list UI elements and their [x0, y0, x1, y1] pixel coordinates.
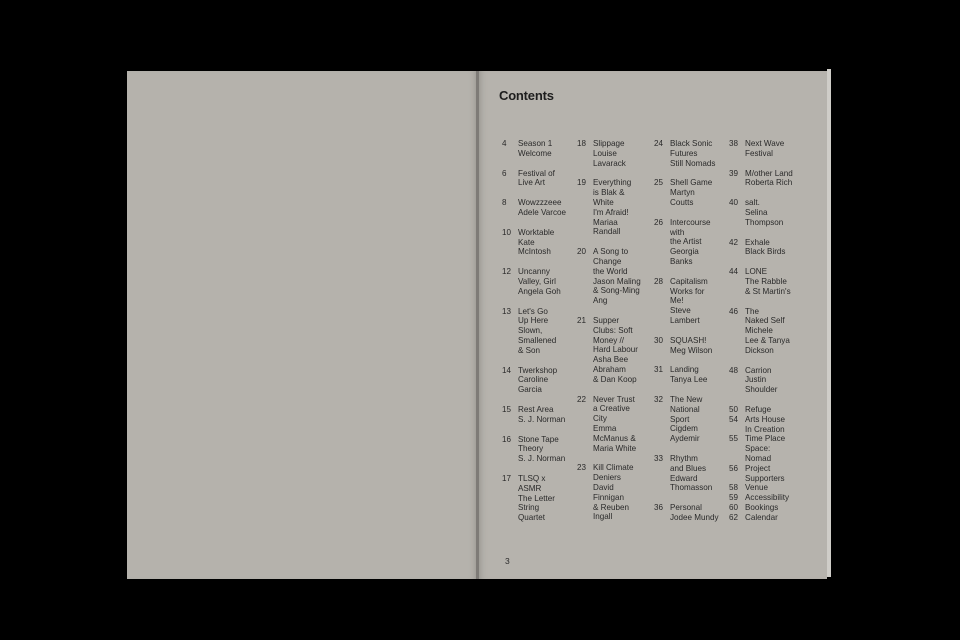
entry-title: Time Place Space: Nomad — [745, 434, 786, 463]
contents-entry — [502, 169, 578, 189]
entry-title: Carrion Justin Shoulder — [745, 365, 778, 395]
entry-title: Venue — [745, 483, 768, 493]
entry-page-number: 28 — [654, 276, 664, 286]
contents-column-4 — [729, 139, 805, 523]
contents-entry — [729, 366, 805, 395]
entry-page-number: 36 — [654, 503, 664, 513]
entry-page-number: 4 — [502, 139, 507, 148]
entry-title: The Naked Self Michele Lee & Tanya Dickson — [745, 306, 790, 355]
entry-page-number: 30 — [654, 335, 664, 345]
entry-page-number: 40 — [729, 198, 739, 208]
entry-page-number: 19 — [577, 178, 587, 188]
entry-page-number: 16 — [502, 434, 512, 444]
entry-title: Calendar — [745, 512, 778, 522]
entry-title: SQUASH! Meg Wilson — [670, 335, 713, 355]
entry-page-number: 25 — [654, 178, 664, 188]
entry-title: Let's Go Up Here Slown, Smallened & Son — [518, 306, 557, 355]
entry-title: Worktable Kate McIntosh — [518, 227, 555, 257]
entry-page-number: 6 — [502, 168, 507, 178]
entry-page-number: 24 — [654, 139, 664, 148]
entry-page-number: 15 — [502, 404, 512, 414]
contents-entry — [577, 316, 653, 385]
entry-page-number: 23 — [577, 463, 587, 473]
contents-entry — [502, 405, 578, 425]
contents-entry — [502, 474, 578, 523]
entry-title: Uncanny Valley, Girl Angela Goh — [518, 267, 561, 296]
contents-entry — [502, 366, 578, 395]
entry-title: Personal Jodee Mundy — [670, 503, 719, 522]
entry-page-number: 62 — [729, 512, 739, 522]
entry-title: LONE The Rabble & St Martin's — [745, 267, 791, 296]
contents-entry — [654, 178, 730, 207]
entry-title: Black Sonic Futures Still Nomads — [670, 139, 716, 168]
contents-column-1 — [502, 139, 578, 533]
entry-page-number: 26 — [654, 217, 664, 227]
entry-page-number: 10 — [502, 227, 512, 237]
entry-title: Twerkshop Caroline Garcia — [518, 365, 558, 395]
entry-page-number: 21 — [577, 315, 587, 325]
entry-title: M/other Land Roberta Rich — [745, 168, 793, 188]
entry-page-number: 54 — [729, 414, 739, 424]
contents-entry — [654, 218, 730, 267]
entry-title: A Song to Change the World Jason Maling & Song-Ming Ang — [593, 247, 641, 306]
entry-title: Wowzzzeee Adele Varcoe — [518, 198, 566, 217]
entry-title: Everything is Blak & White I'm Afraid! Mariaa Randall — [593, 178, 632, 237]
page-edge — [827, 69, 831, 577]
entry-title: Never Trust a Creative City Emma McManus & Maria White — [593, 394, 637, 453]
entry-page-number: 22 — [577, 394, 587, 404]
contents-entry — [577, 247, 653, 306]
contents-entry — [729, 139, 805, 159]
entry-page-number: 44 — [729, 267, 739, 277]
contents-entry — [577, 139, 653, 168]
contents-entry — [654, 139, 730, 168]
entry-page-number: 59 — [729, 493, 739, 503]
contents-entry — [577, 395, 653, 454]
entry-title: Season 1 Welcome — [518, 139, 553, 158]
contents-entry — [502, 228, 578, 257]
entry-page-number: 31 — [654, 365, 664, 375]
entry-page-number: 14 — [502, 365, 512, 375]
contents-entry — [729, 415, 805, 435]
entry-title: Project Supporters — [745, 463, 785, 483]
contents-entry — [502, 139, 578, 159]
entry-title: Accessibility — [745, 493, 790, 503]
contents-column-2 — [577, 139, 653, 532]
entry-title: Landing Tanya Lee — [670, 365, 708, 385]
contents-entry — [729, 169, 805, 189]
entry-title: Next Wave Festival — [745, 139, 785, 158]
contents-entry — [654, 454, 730, 493]
left-page-blank — [127, 71, 477, 579]
contents-entry — [729, 493, 805, 503]
entry-title: Bookings — [745, 502, 779, 512]
entry-title: Refuge — [745, 404, 772, 414]
entry-page-number: 39 — [729, 168, 739, 178]
entry-page-number: 8 — [502, 198, 507, 208]
entry-page-number: 13 — [502, 306, 512, 316]
entry-page-number: 33 — [654, 453, 664, 463]
entry-title: Festival of Live Art — [518, 168, 555, 188]
entry-page-number: 38 — [729, 139, 739, 148]
entry-page-number: 12 — [502, 267, 512, 277]
contents-entry — [502, 435, 578, 464]
entry-title: Slippage Louise Lavarack — [593, 139, 626, 168]
entry-page-number: 17 — [502, 473, 512, 483]
entry-title: Exhale Black Birds — [745, 237, 786, 257]
contents-entry — [577, 178, 653, 237]
entry-title: Arts House In Creation — [745, 414, 786, 434]
contents-heading: Contents — [499, 88, 554, 103]
entry-page-number: 18 — [577, 139, 587, 148]
entry-title: Rest Area S. J. Norman — [518, 404, 566, 424]
contents-entry — [654, 365, 730, 385]
entry-title: TLSQ x ASMR The Letter String Quartet — [518, 473, 555, 523]
entry-title: Shell Game Martyn Coutts — [670, 178, 713, 207]
contents-entry — [502, 307, 578, 356]
contents-entry — [729, 464, 805, 484]
contents-page — [479, 71, 827, 579]
contents-entry — [729, 267, 805, 296]
page-number: 3 — [505, 556, 510, 566]
entry-page-number: 48 — [729, 365, 739, 375]
contents-entry — [729, 434, 805, 463]
entry-title: Supper Clubs: Soft Money // Hard Labour Asha Bee Abraham & Dan Koop — [593, 315, 638, 384]
entry-title: salt. Selina Thompson — [745, 198, 784, 227]
contents-entry — [729, 405, 805, 415]
contents-entry — [654, 503, 730, 523]
contents-entry — [729, 198, 805, 227]
entry-title: Kill Climate Deniers David Finnigan & Reuben Ingall — [593, 463, 634, 522]
entry-title: Rhythm and Blues Edward Thomasson — [670, 453, 713, 493]
entry-page-number: 60 — [729, 502, 739, 512]
contents-entry — [729, 503, 805, 513]
entry-page-number: 32 — [654, 394, 664, 404]
contents-entry — [729, 307, 805, 356]
entry-title: Capitalism Works for Me! Steve Lambert — [670, 276, 708, 325]
contents-entry — [729, 238, 805, 258]
entry-page-number: 50 — [729, 404, 739, 414]
entry-page-number: 56 — [729, 463, 739, 473]
entry-title: Stone Tape Theory S. J. Norman — [518, 434, 566, 464]
contents-entry — [654, 336, 730, 356]
entry-page-number: 20 — [577, 247, 587, 257]
contents-entry — [502, 267, 578, 296]
contents-entry — [654, 277, 730, 326]
entry-page-number: 42 — [729, 237, 739, 247]
entry-page-number: 46 — [729, 306, 739, 316]
contents-entry — [654, 395, 730, 444]
entry-page-number: 55 — [729, 434, 739, 444]
contents-column-3 — [654, 139, 730, 533]
contents-entry — [577, 463, 653, 522]
entry-title: The New National Sport Cigdem Aydemir — [670, 394, 703, 444]
contents-entry — [502, 198, 578, 218]
contents-entry — [729, 483, 805, 493]
contents-entry — [729, 513, 805, 523]
entry-page-number: 58 — [729, 483, 739, 493]
entry-title: Intercourse with the Artist Georgia Banks — [670, 217, 711, 266]
